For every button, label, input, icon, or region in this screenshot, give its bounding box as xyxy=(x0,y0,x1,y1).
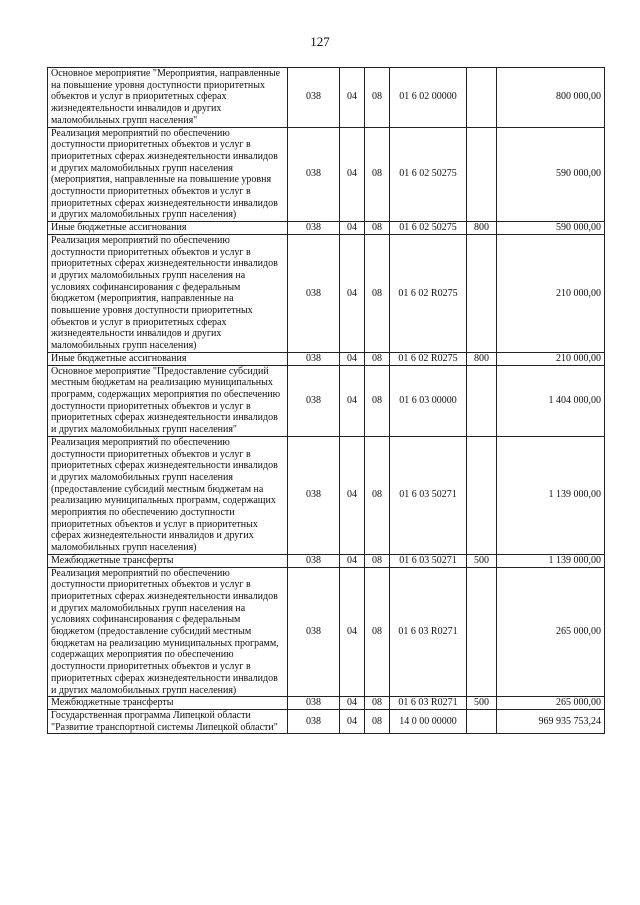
expense-type-cell xyxy=(467,709,497,733)
target-article-cell: 14 0 00 00000 xyxy=(390,709,467,733)
amount-cell: 210 000,00 xyxy=(497,234,605,352)
ministry-code-cell: 038 xyxy=(288,222,340,235)
subsection-code-cell: 08 xyxy=(365,554,390,567)
target-article-cell: 01 6 02 00000 xyxy=(390,68,467,128)
target-article-cell: 01 6 03 00000 xyxy=(390,365,467,436)
row-name-cell: Реализация мероприятий по обеспечению доступности приоритетных объектов и услуг в приоритетных сферах жизнедеятельности инвалидов и других маломобильных групп населения на условиях софинансирования с федеральным бюджетом (мероприятия, направленные на повышение уровня доступности приоритетных объектов и услуг в приоритетных сферах жизнедеятельности инвалидов и других маломобильных групп населения) xyxy=(48,234,288,352)
row-name-cell: Межбюджетные трансферты xyxy=(48,554,288,567)
amount-cell: 210 000,00 xyxy=(497,352,605,365)
subsection-code-cell: 08 xyxy=(365,567,390,697)
amount-cell: 1 404 000,00 xyxy=(497,365,605,436)
section-code-cell: 04 xyxy=(340,352,365,365)
ministry-code-cell: 038 xyxy=(288,567,340,697)
table-row xyxy=(48,68,605,128)
table-row xyxy=(48,365,605,436)
ministry-code-cell: 038 xyxy=(288,554,340,567)
row-name-cell: Основное мероприятие "Предоставление субсидий местным бюджетам на реализацию муниципальных программ, содержащих мероприятия по обеспечению доступности приоритетных объектов и услуг в приоритетных сферах жизнедеятельности инвалидов и других маломобильных групп населения" xyxy=(48,365,288,436)
ministry-code-cell: 038 xyxy=(288,709,340,733)
table-row xyxy=(48,567,605,697)
section-code-cell: 04 xyxy=(340,222,365,235)
expense-type-cell xyxy=(467,567,497,697)
section-code-cell: 04 xyxy=(340,436,365,554)
subsection-code-cell: 08 xyxy=(365,352,390,365)
amount-cell: 1 139 000,00 xyxy=(497,436,605,554)
section-code-cell: 04 xyxy=(340,68,365,128)
table-row xyxy=(48,436,605,554)
budget-table-body xyxy=(48,68,605,734)
ministry-code-cell: 038 xyxy=(288,127,340,222)
ministry-code-cell: 038 xyxy=(288,365,340,436)
target-article-cell: 01 6 03 R0271 xyxy=(390,697,467,710)
expense-type-cell: 800 xyxy=(467,222,497,235)
target-article-cell: 01 6 02 R0275 xyxy=(390,352,467,365)
section-code-cell: 04 xyxy=(340,709,365,733)
expense-type-cell xyxy=(467,234,497,352)
amount-cell: 969 935 753,24 xyxy=(497,709,605,733)
amount-cell: 590 000,00 xyxy=(497,127,605,222)
expense-type-cell xyxy=(467,436,497,554)
section-code-cell: 04 xyxy=(340,697,365,710)
row-name-cell: Реализация мероприятий по обеспечению доступности приоритетных объектов и услуг в приоритетных сферах жизнедеятельности инвалидов и других маломобильных групп населения (предоставление субсидий местным бюджетам на реализацию муниципальных программ, содержащих мероприятия по обеспечению доступности приоритетных объектов и услуг в приоритетных сферах жизнедеятельности инвалидов и других маломобильных групп населения) xyxy=(48,436,288,554)
subsection-code-cell: 08 xyxy=(365,127,390,222)
amount-cell: 265 000,00 xyxy=(497,567,605,697)
target-article-cell: 01 6 02 R0275 xyxy=(390,234,467,352)
table-row xyxy=(48,127,605,222)
budget-table xyxy=(47,67,605,734)
row-name-cell: Иные бюджетные ассигнования xyxy=(48,352,288,365)
table-row xyxy=(48,222,605,235)
section-code-cell: 04 xyxy=(340,234,365,352)
section-code-cell: 04 xyxy=(340,365,365,436)
expense-type-cell: 800 xyxy=(467,352,497,365)
amount-cell: 265 000,00 xyxy=(497,697,605,710)
ministry-code-cell: 038 xyxy=(288,352,340,365)
ministry-code-cell: 038 xyxy=(288,234,340,352)
target-article-cell: 01 6 03 R0271 xyxy=(390,567,467,697)
ministry-code-cell: 038 xyxy=(288,68,340,128)
amount-cell: 1 139 000,00 xyxy=(497,554,605,567)
target-article-cell: 01 6 03 50271 xyxy=(390,436,467,554)
row-name-cell: Основное мероприятие "Мероприятия, направленные на повышение уровня доступности приоритетных объектов и услуг в приоритетных сферах жизнедеятельности инвалидов и других маломобильных групп населения" xyxy=(48,68,288,128)
subsection-code-cell: 08 xyxy=(365,436,390,554)
section-code-cell: 04 xyxy=(340,127,365,222)
row-name-cell: Иные бюджетные ассигнования xyxy=(48,222,288,235)
ministry-code-cell: 038 xyxy=(288,436,340,554)
amount-cell: 590 000,00 xyxy=(497,222,605,235)
table-row xyxy=(48,352,605,365)
section-code-cell: 04 xyxy=(340,554,365,567)
ministry-code-cell: 038 xyxy=(288,697,340,710)
amount-cell: 800 000,00 xyxy=(497,68,605,128)
expense-type-cell xyxy=(467,68,497,128)
row-name-cell: Реализация мероприятий по обеспечению доступности приоритетных объектов и услуг в приоритетных сферах жизнедеятельности инвалидов и других маломобильных групп населения (мероприятия, направленные на повышение уровня доступности приоритетных объектов и услуг в приоритетных сферах жизнедеятельности инвалидов и других маломобильных групп населения) xyxy=(48,127,288,222)
subsection-code-cell: 08 xyxy=(365,68,390,128)
table-row xyxy=(48,709,605,733)
row-name-cell: Реализация мероприятий по обеспечению доступности приоритетных объектов и услуг в приоритетных сферах жизнедеятельности инвалидов и других маломобильных групп населения на условиях софинансирования с федеральным бюджетом (предоставление субсидий местным бюджетам на реализацию муниципальных программ, содержащих мероприятия по обеспечению доступности приоритетных объектов и услуг в приоритетных сферах жизнедеятельности инвалидов и других маломобильных групп населения) xyxy=(48,567,288,697)
expense-type-cell: 500 xyxy=(467,554,497,567)
target-article-cell: 01 6 02 50275 xyxy=(390,127,467,222)
table-row xyxy=(48,697,605,710)
subsection-code-cell: 08 xyxy=(365,234,390,352)
table-row xyxy=(48,234,605,352)
target-article-cell: 01 6 02 50275 xyxy=(390,222,467,235)
expense-type-cell xyxy=(467,127,497,222)
page-number: 127 xyxy=(310,34,330,49)
expense-type-cell xyxy=(467,365,497,436)
target-article-cell: 01 6 03 50271 xyxy=(390,554,467,567)
table-row xyxy=(48,554,605,567)
row-name-cell: Межбюджетные трансферты xyxy=(48,697,288,710)
subsection-code-cell: 08 xyxy=(365,365,390,436)
subsection-code-cell: 08 xyxy=(365,222,390,235)
expense-type-cell: 500 xyxy=(467,697,497,710)
row-name-cell: Государственная программа Липецкой области "Развитие транспортной системы Липецкой области" xyxy=(48,709,288,733)
section-code-cell: 04 xyxy=(340,567,365,697)
subsection-code-cell: 08 xyxy=(365,697,390,710)
subsection-code-cell: 08 xyxy=(365,709,390,733)
